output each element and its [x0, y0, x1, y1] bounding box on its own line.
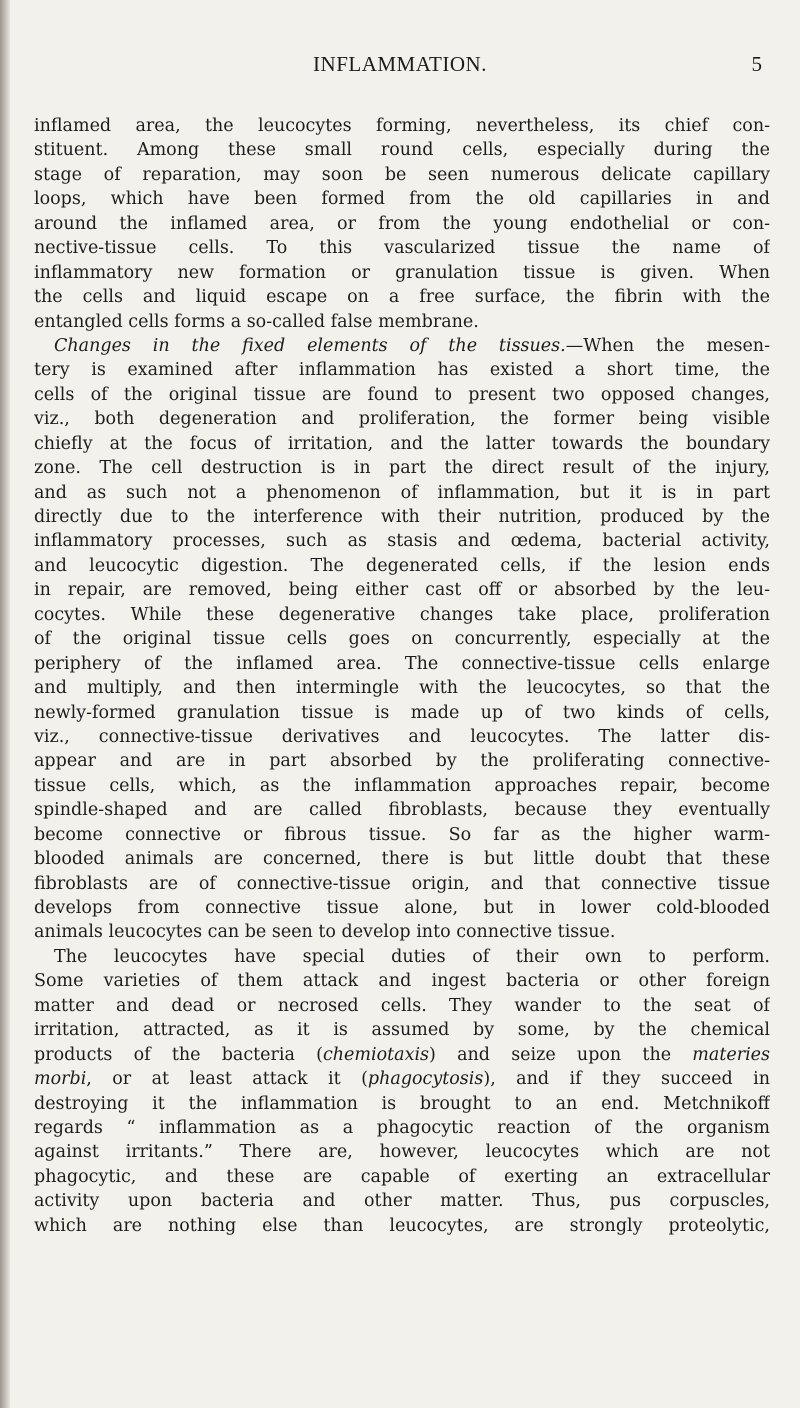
text-line: nective-tissue cells. To this vascularized tissue the name of: [34, 238, 770, 259]
page-number: 5: [751, 52, 762, 76]
body-text: [34, 114, 770, 1238]
text-line: cocytes. While these degenerative changes take place, proliferation: [34, 604, 770, 625]
text-line: around the inflamed area, or from the young endothelial or con-: [34, 213, 770, 234]
text-line: cells of the original tissue are found to present two opposed changes,: [34, 384, 770, 405]
text-line: appear and are in part absorbed by the proliferating connective-: [34, 751, 770, 772]
text-line: directly due to the interference with their nutrition, produced by the: [34, 507, 770, 527]
text-line: matter and dead or necrosed cells. They wander to the seat of: [34, 995, 770, 1016]
text-line: develops from connective tissue alone, but in lower cold-blooded: [34, 898, 770, 918]
italic-term-phagocytosis: phagocytosis: [367, 1069, 484, 1090]
text-line: inflammatory processes, such as stasis and œdema, bacterial activity,: [34, 531, 770, 552]
text-line: fibroblasts are of connective-tissue origin, and that connective tissue: [34, 873, 770, 894]
text-line: inflamed area, the leucocytes forming, nevertheless, its chief con-: [34, 116, 770, 136]
text-line: activity upon bacteria and other matter. Thus, pus corpuscles,: [34, 1191, 770, 1212]
text-line: newly-formed granulation tissue is made up of two kinds of cells,: [34, 702, 770, 723]
text-line: tissue cells, which, as the inflammation approaches repair, become: [34, 775, 770, 796]
text-line: and as such not a phenomenon of inflammation, but it is in part: [34, 482, 770, 503]
text-line: stituent. Among these small round cells, especially during the: [34, 140, 770, 161]
text-line: against irritants.” There are, however, leucocytes which are not: [34, 1142, 770, 1163]
text-line-mixed: [34, 1043, 770, 1067]
section-heading: Changes in the fixed elements of the tissues.: [54, 335, 566, 356]
text-line: and leucocytic digestion. The degenerated cells, if the lesion ends: [34, 555, 770, 576]
text-line: inflammatory new formation or granulation tissue is given. When: [34, 262, 770, 283]
text-line: viz., both degeneration and proliferation, the former being visible: [34, 409, 770, 430]
text-line-mixed: [34, 1067, 770, 1091]
text-line: periphery of the inflamed area. The connective-tissue cells enlarge: [34, 653, 770, 674]
text-line: chiefly at the focus of irritation, and the latter towards the boundary: [34, 433, 770, 454]
text-line: which are nothing else than leucocytes, are strongly proteolytic,: [34, 1215, 770, 1236]
page-header: [0, 52, 800, 86]
text-line: The leucocytes have special duties of their own to perform.: [54, 946, 770, 967]
text-line: Some varieties of them attack and ingest bacteria or other foreign: [34, 971, 770, 992]
text-line: entangled cells forms a so-called false membrane.: [34, 311, 479, 332]
text-line: the cells and liquid escape on a free surface, the fibrin with the: [34, 287, 770, 308]
text-run: ) and seize upon the: [429, 1044, 693, 1065]
text-run: , or at least attack it (: [86, 1069, 368, 1090]
text-run: ), and if they succeed in: [483, 1069, 770, 1090]
section-lead-text: —When the mesen-: [565, 335, 770, 356]
text-line: in repair, are removed, being either cast off or absorbed by the leu-: [34, 580, 770, 601]
text-line: zone. The cell destruction is in part the direct result of the injury,: [34, 458, 770, 479]
text-line: blooded animals are concerned, there is but little doubt that these: [34, 849, 770, 870]
running-head: INFLAMMATION.: [313, 52, 487, 76]
text-line: phagocytic, and these are capable of exerting an extracellular: [34, 1166, 770, 1187]
text-line: and multiply, and then intermingle with the leucocytes, so that the: [34, 678, 770, 699]
text-line: regards “ inflammation as a phagocytic reaction of the organism: [34, 1117, 770, 1138]
text-line-section-start: [34, 334, 770, 358]
italic-term-morbi: morbi: [34, 1069, 87, 1090]
text-run: products of the bacteria (: [34, 1044, 323, 1065]
text-line: animals leucocytes can be seen to develop into connective tissue.: [34, 922, 616, 943]
text-line: loops, which have been formed from the old capillaries in and: [34, 189, 770, 210]
text-line: viz., connective-tissue derivatives and leucocytes. The latter dis-: [34, 726, 770, 747]
text-line: spindle-shaped and are called fibroblasts, because they eventually: [34, 800, 770, 821]
text-line: irritation, attracted, as it is assumed by some, by the chemical: [34, 1020, 770, 1041]
text-line: become connective or fibrous tissue. So far as the higher warm-: [34, 824, 770, 845]
text-line: stage of reparation, may soon be seen numerous delicate capillary: [34, 164, 770, 185]
text-line: of the original tissue cells goes on concurrently, especially at the: [34, 629, 770, 650]
book-spine-shadow: [0, 0, 10, 1408]
text-line: tery is examined after inflammation has existed a short time, the: [34, 360, 770, 381]
text-line: destroying it the inflammation is brought to an end. Metchnikoff: [34, 1093, 770, 1114]
italic-term-chemiotaxis: chemiotaxis: [322, 1044, 430, 1065]
italic-term-materies: materies: [692, 1044, 770, 1065]
